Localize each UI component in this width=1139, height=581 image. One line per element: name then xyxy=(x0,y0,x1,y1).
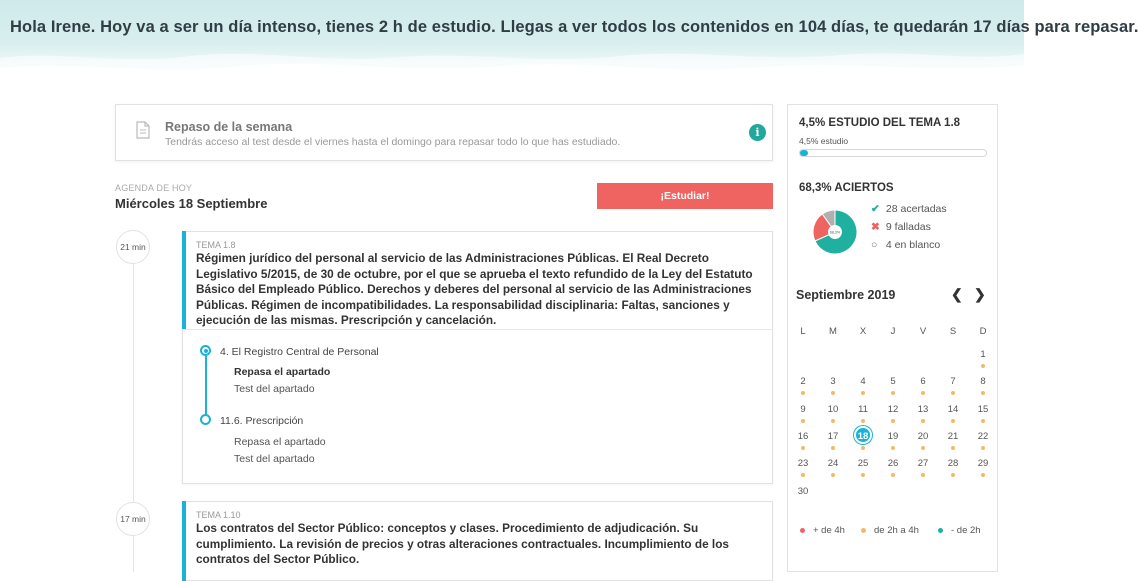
circle-icon: ○ xyxy=(871,239,878,251)
study-hours-dot xyxy=(981,446,985,450)
calendar-day[interactable]: 11 xyxy=(858,403,868,415)
legend-text: - de 2h xyxy=(951,525,981,536)
accuracy-card xyxy=(787,171,998,273)
calendar-day[interactable]: 1 xyxy=(980,349,986,360)
legend-correct-text: 28 acertadas xyxy=(885,203,947,215)
review-section-link[interactable]: Repasa el apartado xyxy=(234,436,326,448)
calendar-day[interactable]: 7 xyxy=(950,376,956,388)
legend-dot xyxy=(800,528,805,533)
calendar-day[interactable]: 6 xyxy=(920,376,926,388)
agenda-label: AGENDA DE HOY xyxy=(115,183,193,193)
calendar-day[interactable]: 4 xyxy=(860,376,866,388)
study-progress-card xyxy=(787,104,998,172)
accuracy-pie-chart xyxy=(812,209,858,255)
study-hours-dot xyxy=(981,364,985,368)
calendar-legend-high xyxy=(800,525,845,536)
weekly-review-subtitle: Tendrás acceso al test desde el viernes hasta el domingo para repasar todo lo que has estudiado. xyxy=(165,136,621,148)
greeting-message: Hola Irene. Hoy va a ser un día intenso, tienes 2 h de estudio. Llegas a ver todos los contenidos en 104 días, te quedarán 17 días para repasar. xyxy=(10,18,1139,36)
study-hours-dot xyxy=(861,446,865,450)
calendar-day[interactable]: 5 xyxy=(890,376,896,388)
agenda-date: Miércoles 18 Septiembre xyxy=(115,196,268,211)
greeting-banner xyxy=(0,0,1139,80)
cross-icon: ✖ xyxy=(871,221,880,233)
calendar-day[interactable]: 30 xyxy=(797,485,809,497)
legend-dot xyxy=(861,528,866,533)
study-hours-dot xyxy=(801,446,805,450)
banner-wave-decoration xyxy=(0,48,1024,80)
weekday-header: M xyxy=(829,326,837,337)
calendar-legend-medium xyxy=(861,525,919,536)
calendar-day[interactable]: 19 xyxy=(887,430,899,442)
calendar-day[interactable]: 29 xyxy=(977,458,989,470)
study-hours-dot xyxy=(981,419,985,423)
weekday-header: J xyxy=(890,326,896,337)
topic-accent-bar xyxy=(182,231,186,329)
calendar-legend-low xyxy=(938,525,981,536)
study-hours-dot xyxy=(891,446,895,450)
calendar-day[interactable]: 9 xyxy=(800,403,806,415)
topic-title: Régimen jurídico del personal al servicio de las Administraciones Públicas. El Real Decreto Legislativo 5/2015, de 30 de octubre, por el que se aprueba el texto refundido de la Ley del Estatuto Básico del Empleado Público. Derechos y deberes del personal al servicio de las Administraciones Públicas. Régimen de incompatibilidades. La responsabilidad disciplinaria: Faltas, sanciones y ejecución de las mismas. Prescripción y cancelación. xyxy=(196,251,753,327)
topic-card[interactable] xyxy=(182,231,773,484)
calendar-day[interactable]: 27 xyxy=(917,458,929,470)
legend-wrong xyxy=(871,221,931,233)
section-status-dot xyxy=(200,414,211,425)
weekday-header: D xyxy=(979,326,987,337)
topic-number: TEMA 1.8 xyxy=(196,240,236,250)
topic-card[interactable] xyxy=(182,501,773,581)
info-icon[interactable]: i xyxy=(749,124,766,141)
legend-blank-text: 4 en blanco xyxy=(885,239,941,251)
legend-text: de 2h a 4h xyxy=(874,525,919,536)
review-section-link[interactable]: Repasa el apartado xyxy=(234,366,331,378)
calendar-month-title: Septiembre 2019 xyxy=(796,288,896,302)
pie-center-label: 68,3% xyxy=(829,230,841,235)
calendar-day[interactable]: 8 xyxy=(980,376,986,388)
legend-text: + de 4h xyxy=(813,525,845,536)
check-icon: ✔ xyxy=(871,203,880,215)
study-hours-dot xyxy=(831,446,835,450)
calendar-day[interactable]: 15 xyxy=(977,403,989,415)
calendar-day[interactable]: 22 xyxy=(977,430,989,442)
study-hours-dot xyxy=(831,419,835,423)
topic-accent-bar xyxy=(182,501,186,581)
calendar-day[interactable]: 28 xyxy=(947,458,959,470)
calendar-day[interactable]: 12 xyxy=(887,403,899,415)
calendar-day-selected[interactable]: 18 xyxy=(854,426,872,444)
legend-dot xyxy=(938,528,943,533)
calendar-day[interactable]: 14 xyxy=(947,403,959,415)
calendar-day[interactable]: 26 xyxy=(887,458,899,470)
calendar-day[interactable]: 16 xyxy=(797,430,809,442)
legend-wrong-text: 9 falladas xyxy=(885,221,931,233)
accuracy-title: 68,3% ACIERTOS xyxy=(799,182,894,194)
study-button[interactable]: ¡Estudiar! xyxy=(597,183,773,209)
weekday-header: L xyxy=(800,326,806,337)
study-hours-dot xyxy=(921,446,925,450)
weekday-header: X xyxy=(859,326,867,337)
study-hours-dot xyxy=(921,419,925,423)
topic-title: Los contratos del Sector Público: conceptos y clases. Procedimiento de adjudicación. Su cumplimiento. La revisión de precios y otras alteraciones contractuales. Incumplimiento de los contratos del Sector Público. xyxy=(196,521,729,566)
calendar-day[interactable]: 20 xyxy=(917,430,929,442)
section-title[interactable]: 4. El Registro Central de Personal xyxy=(220,346,379,358)
progress-subtitle: 4,5% estudio xyxy=(799,136,849,146)
chevron-left-icon[interactable]: ❮ xyxy=(951,286,963,302)
duration-badge: 17 min xyxy=(116,502,150,536)
progress-connector xyxy=(205,356,207,416)
calendar-day[interactable]: 25 xyxy=(857,458,869,470)
study-hours-dot xyxy=(951,419,955,423)
section-test-link[interactable]: Test del apartado xyxy=(234,453,315,465)
calendar-day[interactable]: 10 xyxy=(827,403,839,415)
progress-title: 4,5% ESTUDIO DEL TEMA 1.8 xyxy=(799,117,961,129)
progress-bar xyxy=(799,149,987,157)
calendar-day[interactable]: 21 xyxy=(947,430,959,442)
calendar-day[interactable]: 23 xyxy=(797,458,809,470)
study-hours-dot xyxy=(861,419,865,423)
calendar-day[interactable]: 17 xyxy=(827,430,839,442)
section-title[interactable]: 11.6. Prescripción xyxy=(220,415,304,427)
calendar-day[interactable]: 3 xyxy=(830,376,836,388)
calendar-day[interactable]: 2 xyxy=(800,376,806,388)
weekly-review-card[interactable] xyxy=(115,104,773,161)
calendar-day[interactable]: 24 xyxy=(827,458,839,470)
chevron-right-icon[interactable]: ❯ xyxy=(974,286,986,302)
weekday-header: S xyxy=(949,326,957,337)
section-test-link[interactable]: Test del apartado xyxy=(234,383,315,395)
topic-number: TEMA 1.10 xyxy=(196,510,241,520)
study-hours-dot xyxy=(891,419,895,423)
document-icon xyxy=(136,121,150,139)
legend-blank xyxy=(871,239,940,251)
section-status-dot xyxy=(200,345,211,356)
study-hours-dot xyxy=(801,419,805,423)
weekly-review-title: Repaso de la semana xyxy=(165,120,293,134)
legend-correct xyxy=(871,203,947,215)
weekday-header: V xyxy=(919,326,927,337)
topic-divider xyxy=(183,329,773,330)
calendar-day[interactable]: 13 xyxy=(917,403,929,415)
progress-bar-fill xyxy=(800,150,808,156)
duration-badge: 21 min xyxy=(116,230,150,264)
study-hours-dot xyxy=(951,446,955,450)
